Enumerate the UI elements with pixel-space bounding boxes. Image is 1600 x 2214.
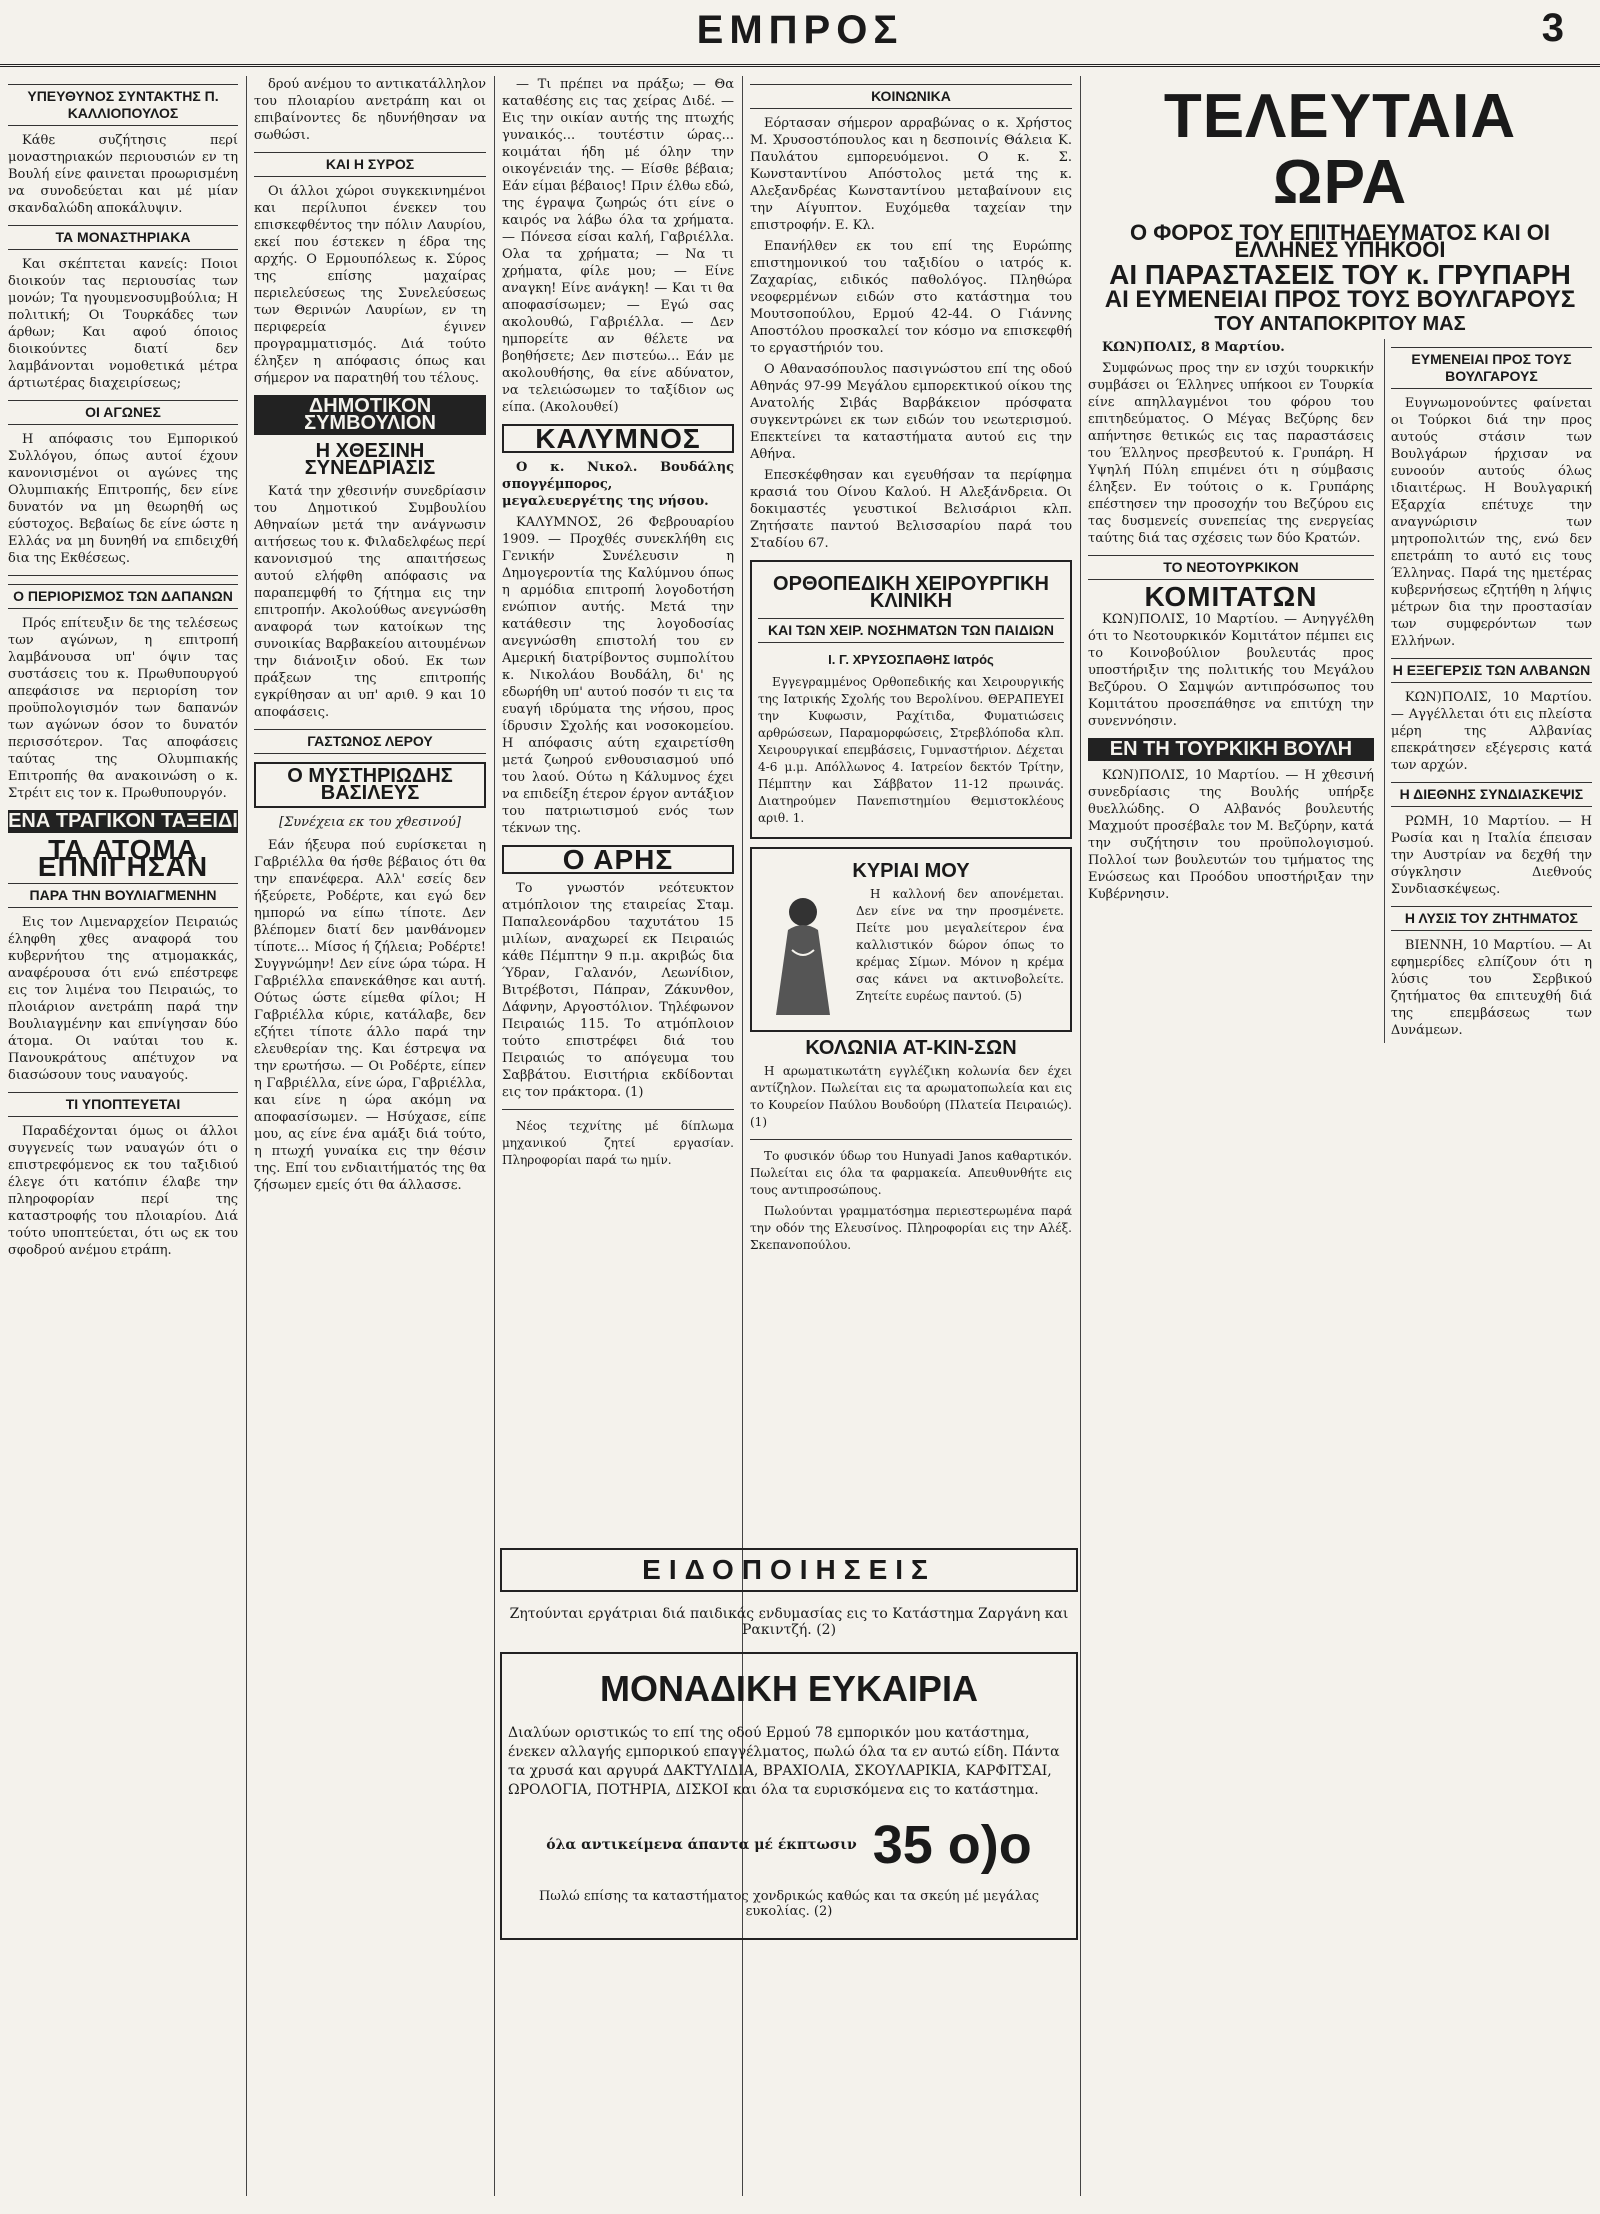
ad-headline: ΚΥΡΙΑΙ ΜΟΥ bbox=[852, 860, 970, 882]
section-heading: ΟΙ ΑΓΩΝΕΣ bbox=[8, 400, 238, 425]
article-lead: Ο κ. Νικολ. Βουδάλης σπογγέμπορος, μεγαλευεργέτης της νήσου. bbox=[502, 460, 734, 509]
article-body: Εις τον Λιμεναρχείον Πειραιώς έληφθη χθες αναφορά του κυβερνήτου της ατμομακκάς, αναφέρουσα ότι ενώ επέστρεφε εις τον λιμένα του Πειραιώς, το πλοιάριον ανετράπη παρά την Βουλιαγμένην και επνίγησαν δύο άτομα. Οι ναύται του κ. Πανουκράτους απέτυχον να διασώσουν τους ναυαγούς. bbox=[8, 915, 238, 1083]
news-right bbox=[1384, 339, 1592, 1043]
news-left bbox=[1088, 339, 1374, 1043]
article-body: Επανήλθεν εκ του επί της Ευρώπης επιστημονικού του ταξιδίου ο ιατρός κ. Ζαχαρίας, ειδικός παθολόγος. Πληθώρα νεοφερμένων ειδών στο κατάστημα του Μουτσοπούλου, Ερμού 42-44. Ο Γιάννης Αποστόλου προσκαλεί τον κόσμο να επισκεφθή το εργαστήριόν του. bbox=[750, 239, 1072, 356]
section-heading: ΤΟ ΝΕΟΤΟΥΡΚΙΚΟΝ bbox=[1088, 555, 1374, 580]
printer-line: ΥΠΕΥΘΥΝΟΣ ΣΥΝΤΑΚΤΗΣ Π. ΚΑΛΛΙΟΠΟΥΛΟΣ bbox=[8, 84, 238, 126]
divider bbox=[750, 1139, 1072, 1140]
divider bbox=[8, 575, 238, 576]
article-intro: Κάθε συζήτησις περί μοναστηριακών περιουσιών εν τη Βουλή είνε φαινεται προωρισμένη να συνοδεύεται και μέ μίαν σκανδαλώδη αποκάλυψιν. bbox=[8, 133, 238, 216]
ad-body: Η αρωματικωτάτη εγγλέζικη κολωνία δεν έχει αντίζηλον. Πωλείται εις τα αρωματοπωλεία και εις το Κουρείον Παύλου Βουδούρη (Πλατεία Πειραιώς). (1) bbox=[750, 1064, 1072, 1129]
cream-ad bbox=[750, 847, 1072, 1032]
ad-body: Εγγεγραμμένος Ορθοπεδικής και Χειρουργικής της Ιατρικής Σχολής του Βερολίνου. ΘΕΡΑΠΕΥΕΙ την Κυφωσιν, Ραχίτιδα, Φυματιώσεις αρθρώσεων, Παραμορφώσεις, Στρεβλόποδα κλπ. Χειρουργικαί επεμβάσεις, Γυμναστήριον. Δέχεται 4-6 μ.μ. Απόλλωνος 4. Ιατρείον δεκτόν Τρίτην, Πέμπτην και Σάββατον 11-12 πρωινάς. Διατηρούμεν Πανεπιστημίου Θεμιστοκλέους αριθ. 1. bbox=[758, 675, 1064, 825]
byline: ΤΟΥ ΑΝΤΑΠΟΚΡΙΤΟΥ ΜΑΣ bbox=[1214, 313, 1466, 335]
section-heading: Η ΔΙΕΘΝΗΣ ΣΥΝΔΙΑΣΚΕΨΙΣ bbox=[1391, 782, 1592, 807]
article-body: — Τι πρέπει να πράξω; — Θα καταθέσης εις τας χείρας Διδέ. — Εις την οικίαν αυτής της πτωχής γυναικός... τουτέστιν ώρας... κοιμάται ήδη μέ όλην την οικογένειάν της. — Είσθε βέβαια; Εάν είμαι βέβαιος! Πριν έλθω εδώ, της έγραψα ζωηρώς ότι είνε ο καιρός να λάβω όλα τα χρήματα. — Πόνεσα είσαι καλή, Γαβριέλλα. Ολα τα χρήματα; — Να τι χρήματα, φίλε μου; — Είνε αναγκη! Είνε ανάγκη! — Και τι θα αποφασίσωμεν; — Εγώ σας ακολουθώ, Γαβριέλλα. — Δεν ημπορείτε αν θέλετε να βοηθήσετε; Δεν πιστεύω... Εάν με ακολουθήσης, θα είνε αδύνατον, να τελειώσωμεν το ταξίδιον ως είπα. (Ακολουθεί) bbox=[502, 77, 734, 415]
divider bbox=[502, 1109, 734, 1110]
classified-note: Πωλούνται γραμματόσημα περιεστερωμένα παρά την οδόν της Ελευσίνος. Πληροφορίαι εις την Αλέξ. Σκεπανοπούλου. bbox=[750, 1204, 1072, 1252]
section-heading: ΚΟΜΙΤΑΤΩΝ bbox=[1144, 581, 1318, 612]
sale-ad bbox=[500, 1652, 1078, 1940]
ad-body: Το φυσικόν ύδωρ του Hunyadi Janos καθαρτικόν. Πωλείται εις όλα τα φαρμακεία. Απευθυνθήτε εις τους αντιπροσώπους. bbox=[750, 1149, 1072, 1197]
news-split bbox=[1088, 339, 1592, 1043]
headline-deck: Ο ΦΟΡΟΣ ΤΟΥ ΕΠΙΤΗΔΕΥΜΑΤΟΣ ΚΑΙ ΟΙ ΕΛΛΗΝΕΣ ΥΠΗΚΟΟΙ bbox=[1129, 220, 1551, 262]
advertisement-block bbox=[500, 1540, 1078, 2190]
headline-deck: ΑΙ ΠΑΡΑΣΤΑΣΕΙΣ ΤΟΥ κ. ΓΡΥΠΑΡΗ bbox=[1109, 259, 1571, 290]
article-body: Και σκέπτεται κανείς: Ποιοι διοικούν τας περιουσίας των μονών; Τα ηγουμενοσυμβούλια; Η πολιτική; Οι Τουρκάδες των άρθων; Και αφού όποιος διοικούντες διατί δεν λαμβάνονται νομοθετικά μέτρα άρτιωτέρας διαχειρίσεως; bbox=[8, 257, 238, 391]
ad-body: Η καλλονή δεν απονέμεται. Δεν είνε να την προσμένετε. Πείτε μου μεγαλείτερον ένα καλλιστικόν δώρον όπως το κρέμας Σίμων. Μόνον η κρέμα σας κάνει να ακτινοβολείτε. Ζητείτε ευρέως παντού. (5) bbox=[856, 887, 1064, 1003]
article-body: Συμφώνως προς την εν ισχύι τουρκικήν συμβάσει οι Έλληνες υπήκοοι εν Τουρκία είνε απηλλαγμένοι του φόρου του επιτηδεύματος. Ο Μέγας Βεζύρης δεν απήντησε θετικώς εις τας παραστάσεις του Έλληνος πρεσβευτού κ. Γρυπάρη. Η Υψηλή Πύλη επιμένει ότι η σύμβασις έληξεν. Εν τούτοις ο κ. Γρυπάρης επέστησεν την προσοχήν του Βεζύρου εις τας δυσμενείς συνεπείας της ενεργείας ταύτης διά τας σχέσεις των δύο Κρατών. bbox=[1088, 361, 1374, 546]
article-subheadline: ΤΑ ΑΤΟΜΑ ΕΠΝΙΓΗΣΑΝ bbox=[37, 834, 209, 882]
article-headline: ΚΑΛΥΜΝΟΣ bbox=[502, 424, 734, 453]
section-heading: ΕΝ ΤΗ ΤΟΥΡΚΙΚΗ ΒΟΥΛΗ bbox=[1088, 738, 1374, 761]
article-subheadline: ΠΑΡΑ ΤΗΝ ΒΟΥΛΙΑΓΜΕΝΗΝ bbox=[8, 883, 238, 908]
doctor-name: Ι. Γ. ΧΡΥΣΟΣΠΑΘΗΣ Ιατρός bbox=[828, 652, 994, 667]
column-4 bbox=[750, 76, 1072, 1532]
article-body: Οι άλλοι χώροι συγκεκινημένοι και περίλυποι ένεκεν του επισκεφθέντος την πόλιν Λαυρίου, εκεί που έστεκεν η έδρα της αρχής. Ο Ερμουπόλεως κ. Σύρος της επίσης μαχαίρας περιελεύσεως της Συνελεύσεως των Θερινών Λαυρίων, εν τη περιφερεία έγινεν προγραμματισμός. Διά τούτο έληξεν η απόφασις όπως και σήμερον να παρατηθή του τέλους. bbox=[254, 184, 486, 386]
column-5 bbox=[1088, 76, 1592, 2196]
article-body: Κατά την χθεσινήν συνεδρίασιν του Δημοτικού Συμβουλίου Αθηναίων μετά την ανάγνωσιν αιτήσεως του κ. Φιλαδελφέως περί κανονισμού της απαιτήσεως αυτού ελήφθη απόφασις να παραπεμφθή το ζήτημα εις την επιτροπήν. Ακολούθως ανεγνώσθη αναφορά των κατοίκων της συνοικίας Βαρβακείου αιτουμένων την διάνοιξιν οδού. Εκ των πράξεων της επιτροπής εγκρίθησαν αι υπ' αριθ. 9 και 10 αποφάσεις. bbox=[254, 484, 486, 720]
article-body: ΚΑΛΥΜΝΟΣ, 26 Φεβρουαρίου 1909. — Προχθές συνεκλήθη εις Γενικήν Συνέλευσιν η Δημογεροντία της Καλύμνου όπως η αρμόδια επιτροπή λογοδοτήση ενώπιον αυτής. Μετά την κατάθεσιν της λογοδοσίας ανεγνώσθη επιστολή του εν Αμερική διατρίβοντος συμπολίτου κ. Νικολάου Βουδάλη, δι' ης εδωρήθη υπ' αυτού ποσόν τι εις τα ευαγή ιδρύματα της νήσου, προς ίδρυσιν Σχολής και νοσοκομείου. Η απόφασις αύτη εχαιρετίσθη μετά ζωηρού ενθουσιασμού υπό του λαού. Ούτω η Κάλυμνος έχει να επιδείξη έτερον έργον αντάξιον του πατριωτισμού ενός των τέκνων της. bbox=[502, 515, 734, 836]
column-rule bbox=[494, 76, 495, 2196]
ad-body: Το γνωστόν νεότευκτον ατμόπλοιον της εταιρείας Σταμ. Παπαλεονάρδου ταχυτάτου 15 μιλίων, αναχωρεί εκ Πειραιώς κάθε Πέμπτην 9 π.μ. ακριβώς δια Ύδραν, Γαλανόν, Λεωνίδιον, Βιτρέβοτσι, Πάπραν, Ζάκυνθον, Δάφνην, Αργοστόλιον. Τηλέφωνον Πειραιώς 115. Το ατμόπλοιον τούτο επιστρέφει διά του Πειραιώς το απόγευμα του Σαββάτου. Εισιτήρια εκδίδονται εις τον πράκτορα. (1) bbox=[502, 881, 734, 1100]
article-body: Πρός επίτευξιν δε της τελέσεως των αγώνων, η επιτροπή λαμβάνουσα υπ' όψιν τας συστάσεις του κ. Πρωθυπουργού απεφάσισε να περιορίση τον προϋπολογισμόν των δαπανών των αγώνων όσον το δυνατόν περισσότερον. Τας αποφάσεις ταύτας της Ολυμπιακής Επιτροπής θα ανακοινώση ο κ. Στρέιτ εις τον κ. Πρωθυπουργόν. bbox=[8, 616, 238, 801]
sale-headline: ΜΟΝΑΔΙΚΗ ΕΥΚΑΙΡΙΑ bbox=[600, 1668, 978, 1709]
article-headline: ΕΝΑ ΤΡΑΓΙΚΟΝ ΤΑΞΕΙΔΙ bbox=[8, 810, 238, 832]
section-heading: ΕΥΜΕΝΕΙΑΙ ΠΡΟΣ ΤΟΥΣ ΒΟΥΛΓΑΡΟΥΣ bbox=[1391, 347, 1592, 389]
section-heading: ΚΑΙ Η ΣΥΡΟΣ bbox=[254, 152, 486, 177]
column-rule bbox=[1080, 76, 1081, 2196]
dispatch-lead: ΚΩΝ)ΠΟΛΙΣ, 8 Μαρτίου. bbox=[1102, 340, 1285, 355]
article-body: Εόρτασαν σήμερον αρραβώνας ο κ. Χρήστος Μ. Χρυσοστόπουλος και η δεσποινίς Θάλεια Κ. Παυλάτου εμπορευόμενοι. Ο κ. Σ. Κωνσταντίνου Απόστολος μετά της κ. Αλεξανδρέας Κωνσταντίνου μεταβαίνουν εις την Αίγυπτον. Ευχόμεθα ταχείαν την επιστροφήν. Ε. Κλ. bbox=[750, 116, 1072, 233]
novel-continuation: [Συνέχεια εκ του χθεσινού] bbox=[279, 815, 461, 830]
ad-headline: ΟΡΘΟΠΕΔΙΚΗ ΧΕΙΡΟΥΡΓΙΚΗ ΚΛΙΝΙΚΗ bbox=[773, 573, 1049, 612]
newspaper-title: ΕΜΠΡΟΣ bbox=[696, 8, 904, 52]
column-2 bbox=[254, 76, 486, 2196]
section-heading: Η ΛΥΣΙΣ ΤΟΥ ΖΗΤΗΜΑΤΟΣ bbox=[1391, 906, 1592, 931]
section-heading: ΤΑ ΜΟΝΑΣΤΗΡΙΑΚΑ bbox=[8, 225, 238, 250]
page-number: 3 bbox=[1541, 6, 1564, 50]
article-body: Επεσκέφθησαν και εγευθήσαν τα περίφημα κρασιά του Οίνου Καλού. Η Αλεξάνδρεια. Οι δοκιμαστές γευστικοί Βελισάριοι κλπ. Ζητήσατε παντού Βελισσαρίου παρά του Σταδίου 67. bbox=[750, 468, 1072, 551]
article-body: δρού ανέμου το αντικατάλληλον του πλοιαρίου ανετράπη και οι επιβαίνοντες δε ηδυνήθησαν να σωθώσι. bbox=[254, 77, 486, 143]
article-body: Ο Αθανασόπουλος πασιγνώστου επί της οδού Αθηνάς 97-99 Μεγάλου εμπορεκτικού οίκου της Ανατολής Σιβάς Βαρβάκειον πρόσφατα συγκεντρώνει εκ των ειδών του νεωτερισμού. Επεκτείνει τα καταστήματα αυτού εις την Αθήνα. bbox=[750, 362, 1072, 462]
article-body: Εάν ήξευρα πού ευρίσκεται η Γαβριέλλα θα ήσθε βέβαιος ότι θα την επανέφερα. Αλλ' εσείς δεν ήξεύρετε, Ροδέρτε, και εγώ δεν ημπορώ να είπω τίποτε. Δεν βλέπομεν διατί δεν μανθάνομεν τίποτε... Μίσος ή ζήλεια; Ροδέρτε! Συγγνώμην! Δεν είνε ώρα τώρα. Η Γαβριέλλα επανεκάθησε και αυτή. Ούτως ώστε είμεθα φίλοι; Η Γαβριέλλα κύριε, κατάλαβε, δεν εζήτει τίποτε άλλο παρά την ελευθερίαν της. Και έστρεψα να την ερωτήσω. — Οι Ροδέρτε, είπεν η Γαβριέλλα, είνε ώρα, Γαβριέλλα, και είνε η ώρα ακόμη να αποφασίσωμεν. — Ησύχασε, είπε μου, ας είνε ένα αμάξι διά τούτο, η πτωχή γυναίκα εις την θέσιν της. Επί του ενδιαιτήματός της θα ζήσωμεν εμείς ότι θα άλλασσε. bbox=[254, 838, 486, 1193]
lady-illustration-icon bbox=[758, 890, 848, 1020]
sale-footer: Πωλώ επίσης τα καταστήματος χονδρικώς καθώς και τα σκεύη μέ μεγάλας ευκολίας. (2) bbox=[538, 1889, 1040, 1919]
article-body: ΚΩΝ)ΠΟΛΙΣ, 10 Μαρτίου. — Αγγέλλεται ότι εις πλείστα μέρη της Αλβανίας επεκράτησεν εξέγερσις κατά των αρχών. bbox=[1390, 690, 1592, 773]
section-heading: Ο ΠΕΡΙΟΡΙΣΜΟΣ ΤΩΝ ΔΑΠΑΝΩΝ bbox=[8, 584, 238, 609]
column-3 bbox=[502, 76, 734, 1532]
column-1 bbox=[8, 76, 238, 2196]
article-subheadline: Η ΧΘΕΣΙΝΗ ΣΥΝΕΔΡΙΑΣΙΣ bbox=[304, 440, 436, 479]
article-body: Παραδέχονται όμως οι άλλοι συγγενείς των ναυαγών ότι ο επιστρεφόμενος εκ του ταξιδιού έλεγε ότι κατόπιν έλαβε την πληροφορίαν περί της καταστροφής του πλοιαρίου. Διά τούτο υποπτεύεται, ότι ως εκ του σφοδρού ανέμου ετράπη. bbox=[8, 1124, 238, 1258]
ad-headline: ΚΟΛΩΝΙΑ ΑΤ-ΚΙΝ-ΣΩΝ bbox=[805, 1037, 1017, 1059]
novel-title: Ο ΜΥΣΤΗΡΙΩΔΗΣ ΒΑΣΙΛΕΥΣ bbox=[254, 762, 486, 808]
article-body: Ευγνωμονούντες φαίνεται οι Τούρκοι διά την προς αυτούς στάσιν των Βουλγάρων ήρχισαν να ευνοούν αυτούς όλως ιδιαιτέρως. Η Βουλγαρική Εξαρχία επέτυχε την αναγνώρισιν των μητροπολιτών της, ενώ δεν επετράπη το αυτό εις τους Έλληνας. Παρά της ημετέρας κυβερνήσεως εζητήθη η λήψις μέτρων δια την προστασίαν των συμφερόντων των Ελλήνων. bbox=[1390, 396, 1592, 649]
sale-body: Διαλύων οριστικώς το επί της οδού Ερμού 78 εμπορικόν μου κατάστημα, ένεκεν αλλαγής εμπορικού επαγγέλματος, πωλώ όλα τα εν αυτώ είδη. Πάντα τα χρυσά και αργυρά ΔΑΚΤΥΛΙΔΙΑ, ΒΡΑΧΙΟΛΙΑ, ΣΚΟΥΛΑΡΙΚΙΑ, ΚΑΡΦΙΤΣΑΙ, ΩΡΟΛΟΓΙΑ, ΠΟΤΗΡΙΑ, ΔΙΣΚΟΙ και όλα τα ευρισκόμενα εις το κατάστημα. bbox=[508, 1725, 1060, 1798]
notices-body: Ζητούνται εργάτριαι διά παιδικάς ενδυμασίας εις το Κατάστημα Ζαργάνη και Ρακιντζή. (2) bbox=[509, 1606, 1069, 1638]
discount-value: 35 ο)ο bbox=[872, 1815, 1032, 1875]
article-body: ΚΩΝ)ΠΟΛΙΣ, 10 Μαρτίου. — Ανηγγέλθη ότι το Νεοτουρκικόν Κομιτάτον πέμπει εις το Κοινοβούλιον βουλευτάς προς υποστήριξιν της πολιτικής του Μεγάλου Βεζύρου. Ο Σαμψών αντιπρόσωπος του Κομιτάτου προσεπάθησε να επιτύχη την συνεννόησιν. bbox=[1088, 612, 1374, 729]
ad-subheadline: ΚΑΙ ΤΩΝ ΧΕΙΡ. ΝΟΣΗΜΑΤΩΝ ΤΩΝ ΠΑΙΔΙΩΝ bbox=[758, 618, 1064, 643]
section-heading: ΔΗΜΟΤΙΚΟΝ ΣΥΜΒΟΥΛΙΟΝ bbox=[254, 395, 486, 435]
novel-author: ΓΑΣΤΩΝΟΣ ΛΕΡΟΥ bbox=[254, 729, 486, 754]
notices-heading: ΕΙΔΟΠΟΙΗΣΕΙΣ bbox=[500, 1548, 1078, 1592]
main-headline: ΤΕΛΕΥΤΑΙΑ ΩΡΑ bbox=[1163, 82, 1517, 217]
headline-deck: ΑΙ ΕΥΜΕΝΕΙΑΙ ΠΡΟΣ ΤΟΥΣ ΒΟΥΛΓΑΡΟΥΣ bbox=[1104, 286, 1576, 313]
discount-row bbox=[508, 1814, 1070, 1876]
section-heading: ΚΟΙΝΩΝΙΚΑ bbox=[750, 84, 1072, 109]
section-heading: Η ΕΞΕΓΕΡΣΙΣ ΤΩΝ ΑΛΒΑΝΩΝ bbox=[1391, 658, 1592, 683]
article-body: Η απόφασις του Εμπορικού Συλλόγου, όπως αυτοί έχουν κανονισμένοι οι αγώνες της Ολυμπιακής Επιτροπής, δεν είνε δυνατόν να μη θεωρηθή ως εύστοχος. Βεβαίως δε είνε ώστε η Ελλάς να μη δυνηθή να επιδειχθή δια της Εκθέσεως. bbox=[8, 432, 238, 566]
article-body: ΡΩΜΗ, 10 Μαρτίου. — Η Ρωσία και η Ιταλία έπεισαν την Αυστρίαν να δεχθή την σύγκλησιν Διεθνούς Συνδιασκέψεως. bbox=[1390, 814, 1592, 897]
article-body: ΚΩΝ)ΠΟΛΙΣ, 10 Μαρτίου. — Η χθεσινή συνεδρίασις της Βουλής υπήρξε θυελλώδης. Ο Αλβανός βουλευτής Μαχμούτ προσέβαλε τον Μ. Βεζύρην, κατά την συζήτησιν του προϋπολογισμού. Πολλοί των βουλευτών του τμήματος της Ενώσεως και Προόδου υποστήριξαν την Κυβέρνησιν. bbox=[1088, 768, 1374, 902]
clinic-ad bbox=[750, 560, 1072, 839]
section-heading: ΤΙ ΥΠΟΠΤΕΥΕΤΑΙ bbox=[8, 1092, 238, 1117]
ad-headline: Ο ΑΡΗΣ bbox=[502, 845, 734, 874]
classified-note: Νέος τεχνίτης μέ δίπλωμα μηχανικού ζητεί εργασίαν. Πληροφορίαι παρά τω ημίν. bbox=[502, 1119, 734, 1167]
masthead bbox=[0, 0, 1600, 67]
article-body: ΒΙΕΝΝΗ, 10 Μαρτίου. — Αι εφημερίδες ελπίζουν ότι η λύσις του Σερβικού ζητήματος θα επιτευχθή διά της επεμβάσεως των Δυνάμεων. bbox=[1390, 938, 1592, 1038]
column-rule bbox=[246, 76, 247, 2196]
discount-label: όλα αντικείμενα άπαντα μέ έκπτωσιν bbox=[546, 1837, 857, 1853]
